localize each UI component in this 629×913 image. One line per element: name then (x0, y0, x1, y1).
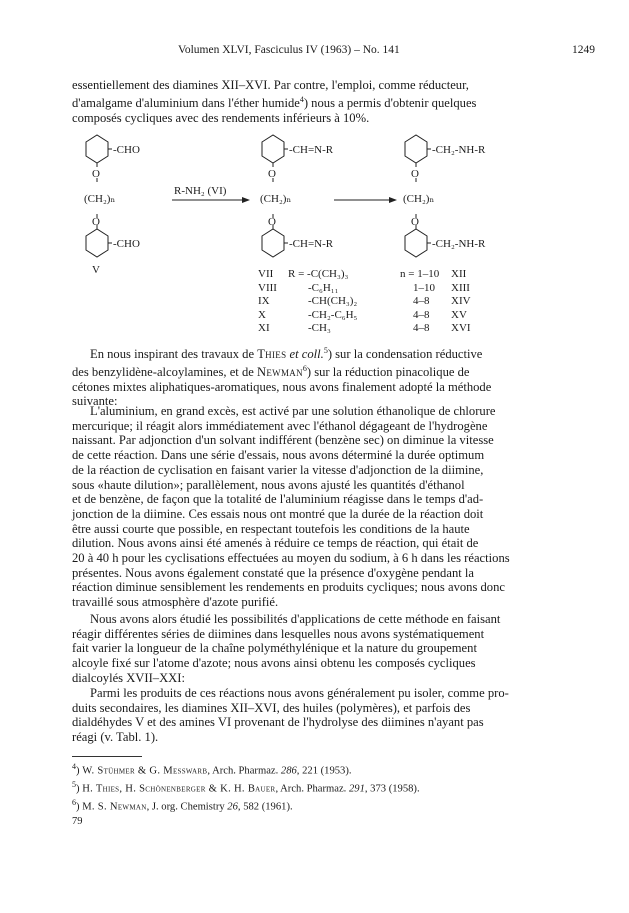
footnote-number: 5 (72, 779, 76, 789)
text-line: Parmi les produits de ces réactions nous avons généralement pu isoler, comme pro- (90, 686, 509, 700)
imine-compound-cell: IX (258, 295, 270, 307)
text-line: dialcoylés XVII–XXI: (72, 670, 185, 685)
chain-length-cell: 4–8 (413, 308, 430, 321)
footnote-sep: ) (76, 801, 83, 813)
footnote-sep: ) (76, 783, 83, 795)
imine-top-label: -CH=N-R (289, 144, 334, 156)
cho-top-label: -CHO (113, 144, 140, 156)
text-line: sous «haute dilution»; parallèlement, nous avons ajusté les quantités d'éthanol (72, 477, 465, 492)
cho-bottom-label: -CHO (113, 238, 140, 250)
compound-v-label: V (92, 264, 100, 276)
para1-line-2 (72, 362, 566, 380)
text-line: dialdéhydes V et des amines VI provenant de l'hydrolyse des diimines n'ayant pas (72, 715, 484, 730)
footnotes (72, 760, 566, 814)
text-line: de cette réaction. Dans une série d'essais, nous avons déterminé la durée optimum (72, 448, 485, 463)
paragraph-4 (72, 686, 566, 745)
text-run: ) sur la réduction pinacolique de (306, 365, 470, 380)
footnote-sep: ) (76, 765, 83, 777)
chain-length-cell: 4–8 (413, 295, 430, 307)
oxygen-label: O (411, 216, 419, 228)
author-thies: Thies (257, 347, 287, 362)
amine-compound-cell: XIII (451, 281, 470, 294)
text-line: dilution. Nous avons ainsi été amenés à réduire ce temps de réaction, qui était de (72, 536, 479, 551)
text-line: réagi (v. Tabl. 1). (72, 730, 159, 745)
benzene-ring (405, 229, 427, 257)
benzene-ring (86, 135, 108, 163)
text-line: présentes. Nous avons également constaté que la présence d'oxygène pendant la (72, 565, 474, 580)
oxygen-label: O (268, 216, 276, 228)
signature-mark: 79 (72, 816, 83, 827)
footnote (72, 778, 566, 796)
text-line: travaillé sous atmosphère d'azote purifié. (72, 595, 279, 610)
text-line: fait varier la longueur de la chaîne polyméthylénique et la nature du groupement (72, 641, 477, 656)
para1-line-1 (72, 344, 566, 362)
footnote-source: , Arch. Pharmaz. (275, 783, 349, 795)
text-line: de la réaction de cyclisation en faisant varier la vitesse d'adjonction de la diimine, (72, 462, 484, 477)
paragraph-3 (72, 612, 566, 686)
footnote-number: 4 (72, 762, 76, 771)
text-run: En nous inspirant des travaux de (90, 347, 258, 362)
footnote-rule (72, 756, 142, 757)
footnote-ref-5: 5 (323, 346, 328, 355)
text-run: ) sur la condensation réductive (327, 347, 483, 362)
reaction-scheme (72, 126, 566, 276)
amine-compound-cell: XII (451, 268, 467, 280)
benzene-ring (262, 229, 284, 257)
table-row (258, 309, 518, 323)
para1-line-4: suivante: (72, 394, 118, 409)
footnote-authors: W. Stühmer & G. Messwarb (82, 765, 208, 777)
imine-bottom-label: -CH=N-R (289, 238, 334, 250)
text-line: mercurique; il réagit alors immédiatement avec l'éthanol dégageant de l'hydrogène (72, 418, 488, 433)
footnote-source: , Arch. Pharmaz. (207, 765, 281, 777)
amine-compound-cell: XIV (451, 295, 471, 307)
text-run: des benzylidène-alcoylamines, et de (72, 365, 257, 380)
amine-compound-cell: XV (451, 308, 467, 321)
text-line: duits secondaires, les diamines XII–XVI, des huiles (polymères), et parfois des (72, 700, 471, 715)
intro-line-2b: ) nous a permis d'obtenir quelques (303, 95, 477, 110)
intro-text (72, 78, 566, 125)
table-row (258, 268, 518, 282)
text-line: réaction diminue sensiblement les rendements en produits cycliques; nous avons donc (72, 580, 505, 595)
oxygen-label: O (411, 168, 419, 180)
chain-label: (CH₂)ₙ (260, 193, 292, 205)
text-line: être aussi courte que possible, en respectant toutefois les conditions de la haute (72, 521, 470, 536)
imine-compound-cell: X (258, 308, 266, 321)
text-line: L'aluminium, en grand excès, est activé par une solution éthanolique de chlorure (90, 404, 496, 418)
footnote-authors: H. Thies, H. Schönenberger & K. H. Bauer (82, 783, 276, 795)
reagent-label: R-NH₂ (VI) (174, 185, 227, 197)
substituent-cell: -C₆H₁₁ (308, 281, 339, 294)
text-line: Nous avons alors étudié les possibilités d'applications de cette méthode en faisant (90, 612, 501, 626)
oxygen-label: O (92, 216, 100, 228)
footnote-source: , J. org. Chemistry (146, 801, 228, 813)
footnote-volume: 291 (348, 783, 365, 795)
amine-top-label: -CH₂-NH-R (432, 144, 486, 156)
benzene-ring (86, 229, 108, 257)
oxygen-label: O (268, 168, 276, 180)
benzene-ring (262, 135, 284, 163)
chain-length-cell: n = 1–10 (400, 268, 440, 280)
footnote-tail: , 221 (1953). (296, 765, 352, 777)
imine-compound-cell: XI (258, 322, 270, 334)
chain-label: (CH₂)ₙ (84, 193, 116, 205)
footnote (72, 760, 566, 778)
table-row (258, 322, 518, 336)
footnote-ref-4: 4 (299, 94, 304, 104)
amine-compound-cell: XVI (451, 322, 471, 334)
text-line: et de benzène, de façon que la totalité de l'aluminium réagisse dans le temps d'ad- (72, 492, 484, 507)
footnote (72, 796, 566, 814)
footnote-tail: , 582 (1961). (237, 801, 293, 813)
intro-line-3: composés cycliques avec des rendements inférieurs à 10%. (72, 110, 370, 125)
text-line: alcoyle fixé sur l'atome d'azote; nous avons ainsi obtenu les composés cycliques (72, 656, 476, 671)
text-line: réagir différentes séries de diimines dans lesquelles nous avons systématiquement (72, 626, 485, 641)
text-line: naissant. Par adjonction d'un solvant indifférent (benzène sec) on diminue la vitesse (72, 433, 494, 448)
intro-line-2a: d'amalgame d'aluminium dans l'éther humide (72, 95, 300, 110)
chain-length-cell: 4–8 (413, 322, 430, 334)
footnote-number: 6 (72, 797, 76, 807)
running-header: Volumen XLVI, Fasciculus IV (1963) – No. 141 (178, 44, 400, 56)
chain-length-cell: 1–10 (413, 281, 435, 294)
oxygen-label: O (92, 168, 100, 180)
substituent-cell: R = -C(CH₃)₃ (288, 268, 349, 280)
substituent-table (258, 268, 518, 336)
intro-line-2 (72, 93, 566, 111)
footnote-volume: 286 (280, 765, 297, 777)
author-newman: Newman (256, 365, 303, 380)
benzene-ring (405, 135, 427, 163)
intro-line-1: essentiellement des diamines XII–XVI. Par contre, l'emploi, comme réducteur, (72, 78, 469, 92)
footnote-ref-6: 6 (302, 363, 307, 373)
footnote-tail: , 373 (1958). (364, 783, 420, 795)
text-line: jonction de la diimine. Ces essais nous ont montré que la durée de la réaction doit (72, 506, 484, 521)
page-number: 1249 (572, 44, 595, 56)
chain-label: (CH₂)ₙ (403, 193, 435, 205)
paragraph-2 (72, 404, 566, 610)
paragraph-1 (72, 344, 566, 409)
substituent-cell: -CH(CH₃)₂ (308, 295, 358, 307)
imine-compound-cell: VIII (258, 281, 277, 294)
text-run: et coll. (286, 347, 324, 362)
substituent-cell: -CH₂-C₆H₅ (308, 308, 358, 321)
para1-line-3: cétones mixtes aliphatiques-aromatiques, nous avons finalement adopté la méthode (72, 379, 492, 394)
amine-bottom-label: -CH₂-NH-R (432, 238, 486, 250)
footnote-volume: 26 (227, 801, 238, 813)
table-row (258, 282, 518, 296)
footnote-authors: M. S. Newman (82, 801, 147, 813)
text-line: 20 à 40 h pour les cyclisations effectuées au moyen du sodium, à 6 h dans les réactions (72, 551, 510, 566)
table-row (258, 295, 518, 309)
imine-compound-cell: VII (258, 268, 274, 280)
substituent-cell: -CH₃ (308, 322, 331, 334)
